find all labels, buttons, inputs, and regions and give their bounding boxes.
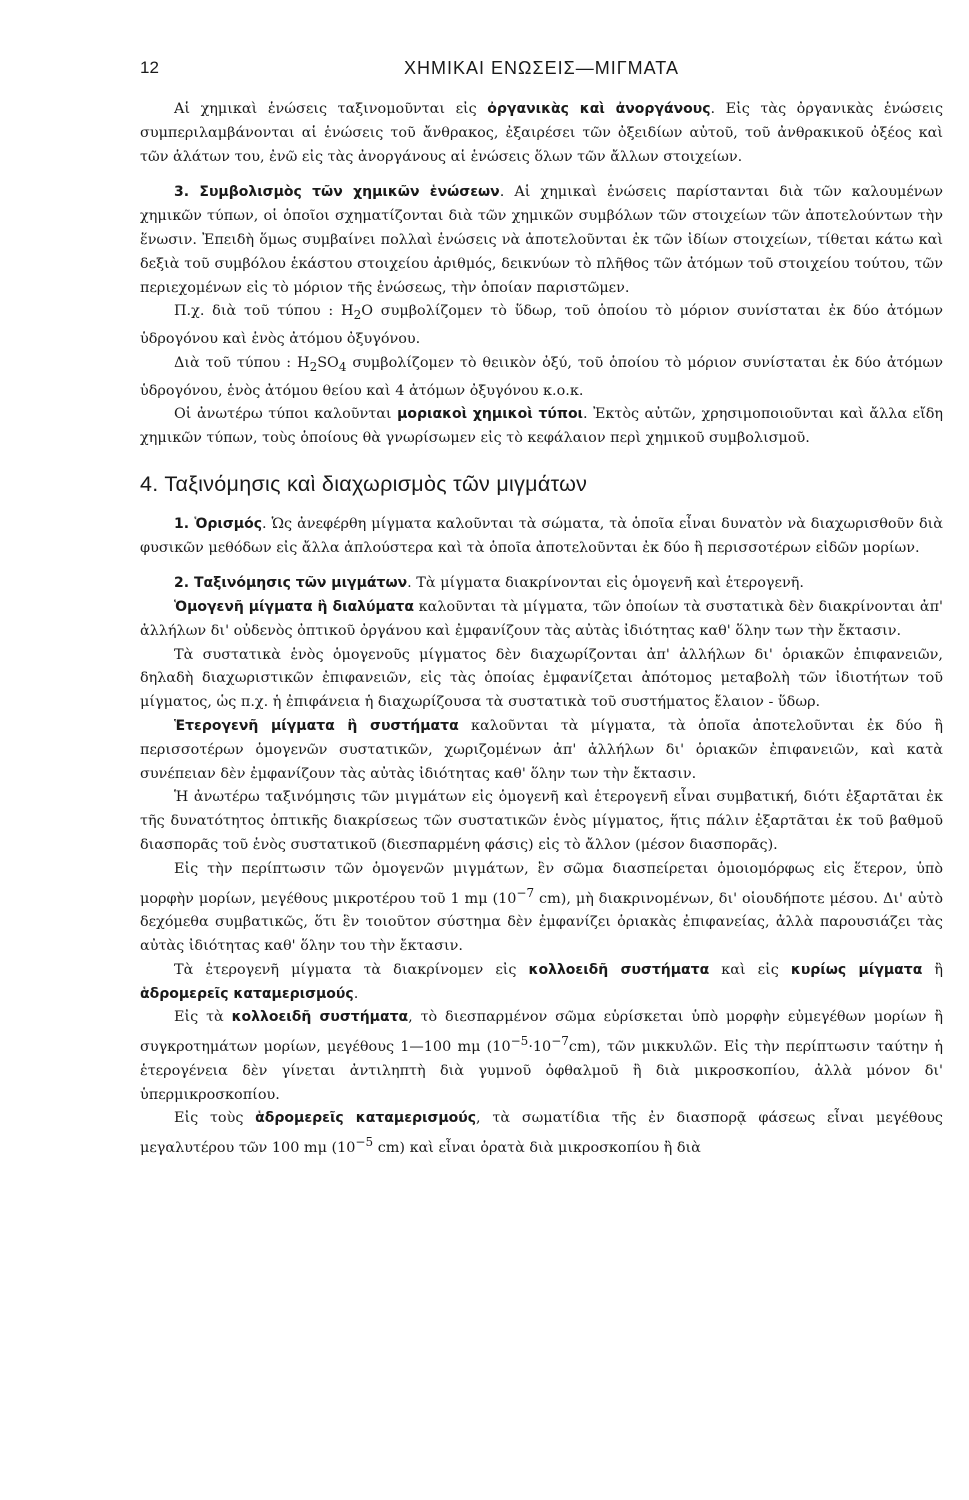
text: καλοῦνται τὰ μίγματα, τῶν ὁποίων τὰ συστατικὰ δὲν διακρίνονται ἀπ' ἀλλήλων δι' οὐδενὸς ὀπτικοῦ ὀργάνου καὶ ἐμφανίζουν τὰς αὐτὰς ἰδιότητας καθ' ὅλην των τὴν ἔκτασιν. [140, 599, 943, 639]
paragraph-dispersion [140, 858, 943, 959]
bold-term: ἁδρομερεῖς καταμερισμούς [255, 1110, 477, 1127]
bold-term: κυρίως μίγματα [790, 961, 923, 978]
text: , τὰ σωματίδια τῆς ἐν διασπορᾷ φάσεως εἶναι μεγέθους μεγαλυτέρου τῶν 100 mμ (10 [140, 1110, 943, 1157]
text: καὶ εἰς [709, 961, 791, 978]
bold-term: Ἑτερογενῆ μίγματα ἢ συστήματα [174, 718, 459, 735]
subscript: 2 [309, 359, 318, 374]
text: cm), τῶν μικκυλῶν. Εἰς τὴν περίπτωσιν ταύτην ἡ ἑτερογένεια δὲν γίνεται ἀντιληπτὴ διὰ γυμνοῦ ὀφθαλμοῦ ἢ διὰ μικροσκοπίου, ἀλλὰ μόνον δι' ὑπερμικροσκοπίου. [140, 1039, 943, 1103]
text: SO [317, 354, 339, 371]
superscript: −5 [355, 1135, 374, 1150]
paragraph-mixtures-classification [140, 572, 943, 596]
paragraph-conventional [140, 786, 943, 857]
subsection-title: Συμβολισμὸς τῶν χημικῶν ἑνώσεων [199, 184, 500, 201]
text: Τὰ συστατικὰ ἑνὸς ὁμογενοῦς μίγματος δὲν διαχωρίζονται ἀπ' ἀλλήλων δι' ὁριακῶν ἐπιφανειῶν, δηλαδὴ διαχωριστικῶν ἐπιφανειῶν, εἰς τὰς ὁποίας ἐμφανίζεται ἀπότομος μεταβολὴ τῶν ἰδιοτήτων τοῦ μίγματος, ὡς π.χ. ἡ ἐπιφάνεια ἡ διαχωρίζουσα τὰ συστατικὰ τοῦ συστήματος ἔλαιον - ὕδωρ. [140, 646, 943, 711]
paragraph-symbolism [140, 181, 943, 300]
page-number: 12 [140, 58, 159, 77]
section-heading: 4. Ταξινόμησις καὶ διαχωρισμὸς τῶν μιγμάτων [140, 471, 588, 496]
text: Π.χ. διὰ τοῦ τύπου : H [174, 303, 354, 320]
paragraph-molecular-formulas [140, 403, 943, 451]
text: Τὰ ἑτερογενῆ μίγματα τὰ διακρίνομεν εἰς [174, 961, 529, 978]
text: Εἰς τὴν περίπτωσιν τῶν ὁμογενῶν μιγμάτων, ἓν σῶμα διασπείρεται ὁμοιομόρφως εἰς ἕτερον, ὑπὸ μορφὴν μορίων, μεγέθους μικροτέρου τοῦ 1 mμ (10 [140, 860, 943, 907]
text: ·10 [528, 1039, 552, 1056]
bold-term: ὀργανικὰς καὶ ἀνοργάνους [487, 101, 711, 117]
paragraph-water-example [140, 300, 943, 351]
subsection-number: 1. [174, 515, 195, 532]
text: Διὰ τοῦ τύπου : H [174, 354, 310, 371]
text: . Ὡς ἀνεφέρθη μίγματα καλοῦνται τὰ σώματα, τὰ ὁποῖα εἶναι δυνατὸν νὰ διαχωρισθοῦν διὰ φυσικῶν μεθόδων εἰς ἄλλα ἁπλούστερα καὶ τὰ ὁποῖα ἀποτελοῦνται ἐκ δύο ἢ περισσοτέρων εἰδῶν μορίων. [140, 515, 944, 556]
paragraph-sulfuric-example [140, 352, 943, 403]
paragraph-interfaces [140, 644, 943, 715]
text: συμβολίζομεν τὸ θειικὸν ὀξύ, τοῦ ὁποίου τὸ μόριον συνίσταται ἐκ δύο ἀτόμων ὑδρογόνου, ἑνὸς ἀτόμου θείου καὶ 4 ἀτόμων ὀξυγόνου κ.ο.κ. [140, 354, 944, 399]
subsection-title: Ταξινόμησις τῶν μιγμάτων [193, 575, 408, 592]
paragraph-colloids [140, 1006, 943, 1107]
text: . [353, 985, 359, 1002]
text: cm) καὶ εἶναι ὁρατὰ διὰ μικροσκοπίου ἢ διὰ [373, 1140, 701, 1157]
bold-term: Ὁμογενῆ μίγματα ἢ διαλύματα [174, 599, 414, 616]
subsection-number: 2. [174, 575, 194, 592]
text: . Αἱ χημικαὶ ἑνώσεις παρίστανται διὰ τῶν καλουμένων χημικῶν τύπων, οἱ ὁποῖοι σχηματίζονται διὰ τῶν χημικῶν συμβόλων τῶν στοιχείων τῶν ἀποτελούντων τὴν ἕνωσιν. Ἐπειδὴ ὅμως συμβαίνει πολλαὶ ἑνώσεις νὰ ἀποτελοῦνται ἐκ τῶν ἰδίων στοιχείων, τίθεται κάτω καὶ δεξιὰ τοῦ συμβόλου ἑκάστου στοιχείου ἀριθμός, δεικνύων τὸ πλῆθος τῶν ἀτόμων τοῦ στοιχείου τούτου, τῶν περιεχομένων εἰς τὸ μόριον τῆς ἑνώσεως, τὴν ὁποίαν παριστῶμεν. [140, 184, 943, 296]
superscript: −7 [551, 1034, 569, 1049]
text: Αἱ χημικαὶ ἑνώσεις ταξινομοῦνται εἰς [174, 101, 488, 117]
page-body [140, 98, 943, 1161]
subscript: 4 [338, 359, 347, 374]
page-header [140, 58, 943, 88]
text: Εἰς τοὺς [174, 1110, 256, 1127]
text: Οἱ ἀνωτέρω τύποι καλοῦνται [174, 406, 398, 423]
text: , τὸ διεσπαρμένον σῶμα εὑρίσκεται ὑπὸ μορφὴν εὐμεγέθων μορίων ἢ συγκροτημάτων μορίων, μεγέθους 1—100 mμ (10 [140, 1009, 943, 1056]
paragraph-heterogeneous-types [140, 959, 943, 1007]
bold-term: ἁδρομερεῖς καταμερισμούς [140, 985, 354, 1002]
text: O συμβολίζομεν τὸ ὕδωρ, τοῦ ὁποίου τὸ μόριον συνίσταται ἐκ δύο ἀτόμων ὑδρογόνου καὶ ἑνὸς ἀτόμου ὀξυγόνου. [140, 303, 943, 348]
text: καλοῦνται τὰ μίγματα, τὰ ὁποῖα ἀποτελοῦνται ἐκ δύο ἢ περισσοτέρων ὁμογενῶν συστατικῶν, χωριζομένων ἀπ' ἀλλήλων δι' ὁριακῶν ἐπιφανειῶν, καὶ κατὰ συνέπειαν δὲν ἐμφανίζουν τὰς αὐτὰς ἰδιότητας καθ' ὅλην των τὴν ἔκτασιν. [140, 718, 943, 782]
paragraph-homogeneous [140, 596, 943, 644]
paragraph-classification [140, 98, 943, 169]
superscript: −7 [516, 885, 535, 900]
text: . Τὰ μίγματα διακρίνονται εἰς ὁμογενῆ καὶ ἑτερογενῆ. [407, 575, 804, 592]
superscript: −5 [510, 1034, 529, 1049]
paragraph-definition [140, 513, 943, 561]
text: ἢ [922, 961, 943, 978]
subscript: 2 [353, 308, 362, 323]
bold-term: κολλοειδῆ συστήματα [528, 961, 710, 978]
subsection-title: Ὁρισμός [194, 515, 262, 532]
text: cm), μὴ διακρινομένων, δι' οἱουδήποτε μέσου. Δι' αὐτὸ δεχόμεθα συμβατικῶς, ὅτι ἓν τοιοῦτον σύστημα δὲν ἐμφανίζει ὁριακὰς ἐπιφανείας, ἀλλὰ παρουσιάζει τὰς αὐτὰς ἰδιότητας καθ' ὅλην του τὴν ἔκτασιν. [140, 890, 943, 955]
bold-term: μοριακοὶ χημικοὶ τύποι [397, 406, 584, 423]
text: Ἡ ἀνωτέρω ταξινόμησις τῶν μιγμάτων εἰς ὁμογενῆ καὶ ἑτερογενῆ εἶναι συμβατική, διότι ἐξαρτᾶται ἐκ τῆς δυνατότητος ὀπτικῆς διακρίσεως τῶν συστατικῶν ἑνὸς μίγματος, ἥτις πάλιν ἐξαρτᾶται ἐκ τοῦ βαθμοῦ διασπορᾶς τοῦ ἑνὸς συστατικοῦ (διεσπαρμένη φάσις) εἰς τὸ ἄλλον (μέσον διασπορᾶς). [140, 789, 943, 854]
subsection-number: 3. [174, 184, 200, 201]
paragraph-coarse [140, 1107, 943, 1160]
paragraph-heterogeneous [140, 715, 943, 786]
running-title: ΧΗΜΙΚΑΙ ΕΝΩΣΕΙΣ—ΜΙΓΜΑΤΑ [404, 58, 679, 78]
bold-term: κολλοειδῆ συστήματα [231, 1009, 409, 1026]
text: Εἰς τὰ [174, 1009, 232, 1026]
text: . Ἐκτὸς αὐτῶν, χρησιμοποιοῦνται καὶ ἄλλα εἴδη χημικῶν τύπων, τοὺς ὁποίους θὰ γνωρίσωμεν εἰς τὸ κεφάλαιον περὶ χημικοῦ συμβολισμοῦ. [140, 406, 943, 447]
text: . Εἰς τὰς ὀργανικὰς ἑνώσεις συμπεριλαμβάνονται αἱ ἑνώσεις τοῦ ἄνθρακος, ἐξαιρέσει τῶν ὀξειδίων αὐτοῦ, τοῦ ἀνθρακικοῦ ὀξέος καὶ τῶν ἁλάτων του, ἐνῶ εἰς τὰς ἀνοργάνους αἱ ἑνώσεις ὅλων τῶν ἄλλων στοιχείων. [140, 101, 944, 165]
